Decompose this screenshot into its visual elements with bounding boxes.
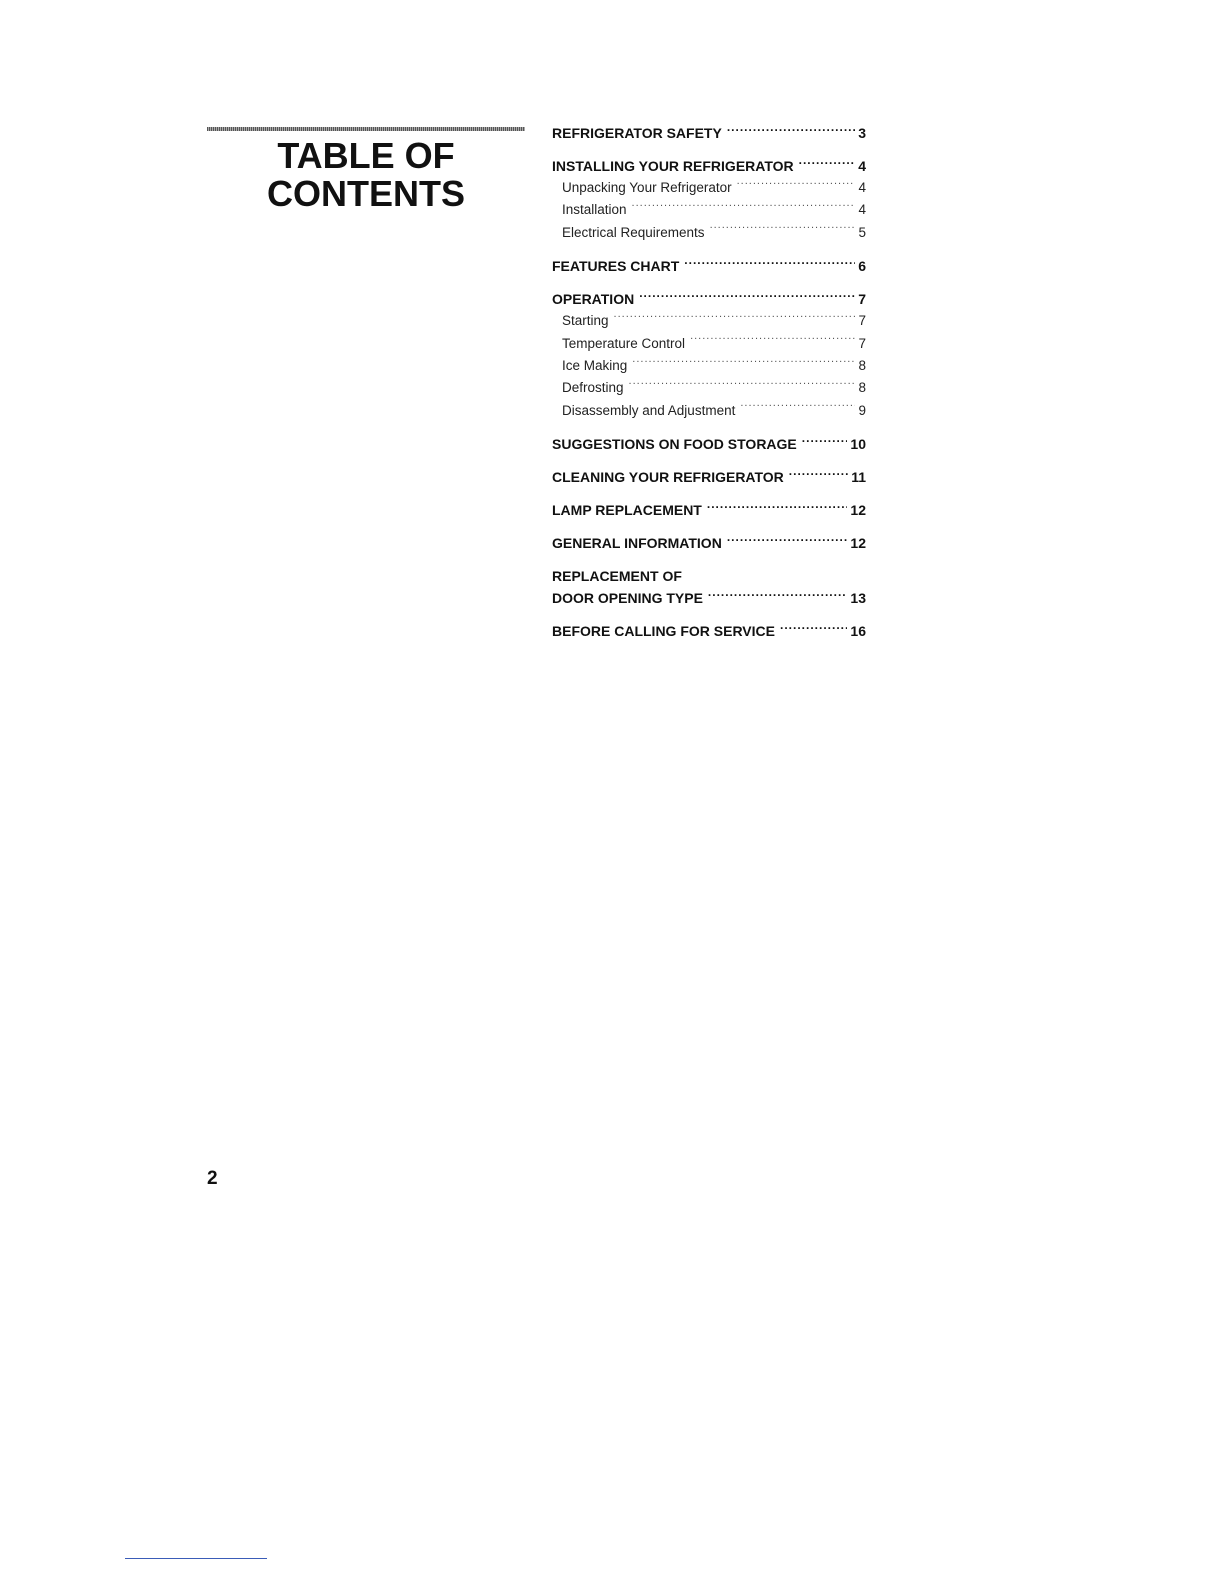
title-rule [207,127,525,131]
toc-entry-disassembly-and-adjustment[interactable] [552,400,866,422]
toc-entry-label: Electrical Requirements [562,224,705,240]
toc-entry-page: 4 [858,158,866,174]
toc-entry-starting[interactable] [552,310,866,332]
toc-entry-general-information[interactable] [552,532,866,554]
toc-entry-unpacking-your-refrigerator[interactable] [552,177,866,199]
dot-leader [629,379,856,393]
toc-entry-page: 7 [858,335,866,351]
toc-entry-page: 11 [851,469,866,486]
page-title-line-2: CONTENTS [267,173,465,214]
dot-leader [614,312,856,326]
toc-entry-page: 8 [858,357,866,373]
toc-entry-label: BEFORE CALLING FOR SERVICE [552,623,775,640]
toc-entry-label: CLEANING YOUR REFRIGERATOR [552,469,784,486]
dot-leader [707,501,848,515]
toc-entry-page: 7 [858,313,866,329]
toc-entry-page: 7 [858,291,866,308]
dot-leader [639,290,855,304]
dot-leader [710,223,856,237]
dot-leader [780,622,847,636]
toc-entry-label: Disassembly and Adjustment [562,402,736,418]
toc-entry-label: OPERATION [552,291,635,308]
dot-leader [632,356,855,370]
page-title [207,137,525,213]
dot-leader [632,201,856,215]
toc-entry-lamp-replacement[interactable] [552,499,866,521]
toc-entry-page: 13 [850,590,866,607]
toc-entry-installing-your-refrigerator[interactable] [552,155,866,177]
dot-leader [727,534,848,548]
toc-entry-label: DOOR OPENING TYPE [552,590,703,607]
toc-entry-page: 5 [858,224,866,240]
dot-leader [799,157,856,171]
toc-entry-label: Installation [562,202,627,218]
dot-leader [802,435,848,449]
dot-leader [740,401,855,415]
toc-entry-label: FEATURES CHART [552,258,680,275]
toc-entry-page: 16 [850,623,866,640]
toc-entry-replacement-of-door-opening-type[interactable] [552,565,866,609]
toc-entry-label: Starting [562,313,609,329]
table-of-contents [552,122,866,642]
toc-entry-page: 9 [858,402,866,418]
toc-entry-page: 4 [858,202,866,218]
toc-entry-electrical-requirements[interactable] [552,222,866,244]
page-number: 2 [207,1168,218,1189]
toc-entry-page: 4 [858,180,866,195]
page-title-line-1: TABLE OF [277,135,455,176]
toc-entry-page: 12 [850,502,866,519]
footer-rule [125,1558,267,1559]
toc-entry-label: INSTALLING YOUR REFRIGERATOR [552,158,794,174]
toc-entry-label: SUGGESTIONS ON FOOD STORAGE [552,436,797,453]
dot-leader [690,334,855,348]
toc-entry-temperature-control[interactable] [552,333,866,355]
toc-entry-label: GENERAL INFORMATION [552,535,722,552]
toc-entry-features-chart[interactable] [552,255,866,277]
toc-entry-page: 10 [850,436,866,453]
toc-entry-page: 3 [858,125,866,141]
toc-entry-refrigerator-safety[interactable] [552,122,866,144]
toc-entry-installation[interactable] [552,199,866,221]
dot-leader [737,179,856,193]
toc-entry-suggestions-on-food-storage[interactable] [552,433,866,455]
dot-leader [727,124,855,138]
toc-entry-defrosting[interactable] [552,377,866,399]
toc-entry-label: Defrosting [562,380,624,396]
toc-entry-ice-making[interactable] [552,355,866,377]
toc-entry-cleaning-your-refrigerator[interactable] [552,466,866,488]
toc-entry-label: Ice Making [562,357,628,373]
toc-entry-label: REFRIGERATOR SAFETY [552,125,722,141]
toc-entry-operation[interactable] [552,288,866,310]
dot-leader [708,589,848,603]
dot-leader [789,468,848,482]
dot-leader [684,257,855,271]
toc-entry-label: LAMP REPLACEMENT [552,502,702,519]
toc-entry-page: 6 [858,258,866,275]
toc-entry-before-calling-for-service[interactable] [552,620,866,642]
toc-entry-line-2 [552,587,866,609]
toc-entry-label: Unpacking Your Refrigerator [562,180,732,195]
toc-entry-page: 12 [850,535,866,552]
toc-entry-label-line-1: REPLACEMENT OF [552,568,682,585]
toc-entry-page: 8 [858,380,866,396]
toc-entry-label: Temperature Control [562,335,686,351]
